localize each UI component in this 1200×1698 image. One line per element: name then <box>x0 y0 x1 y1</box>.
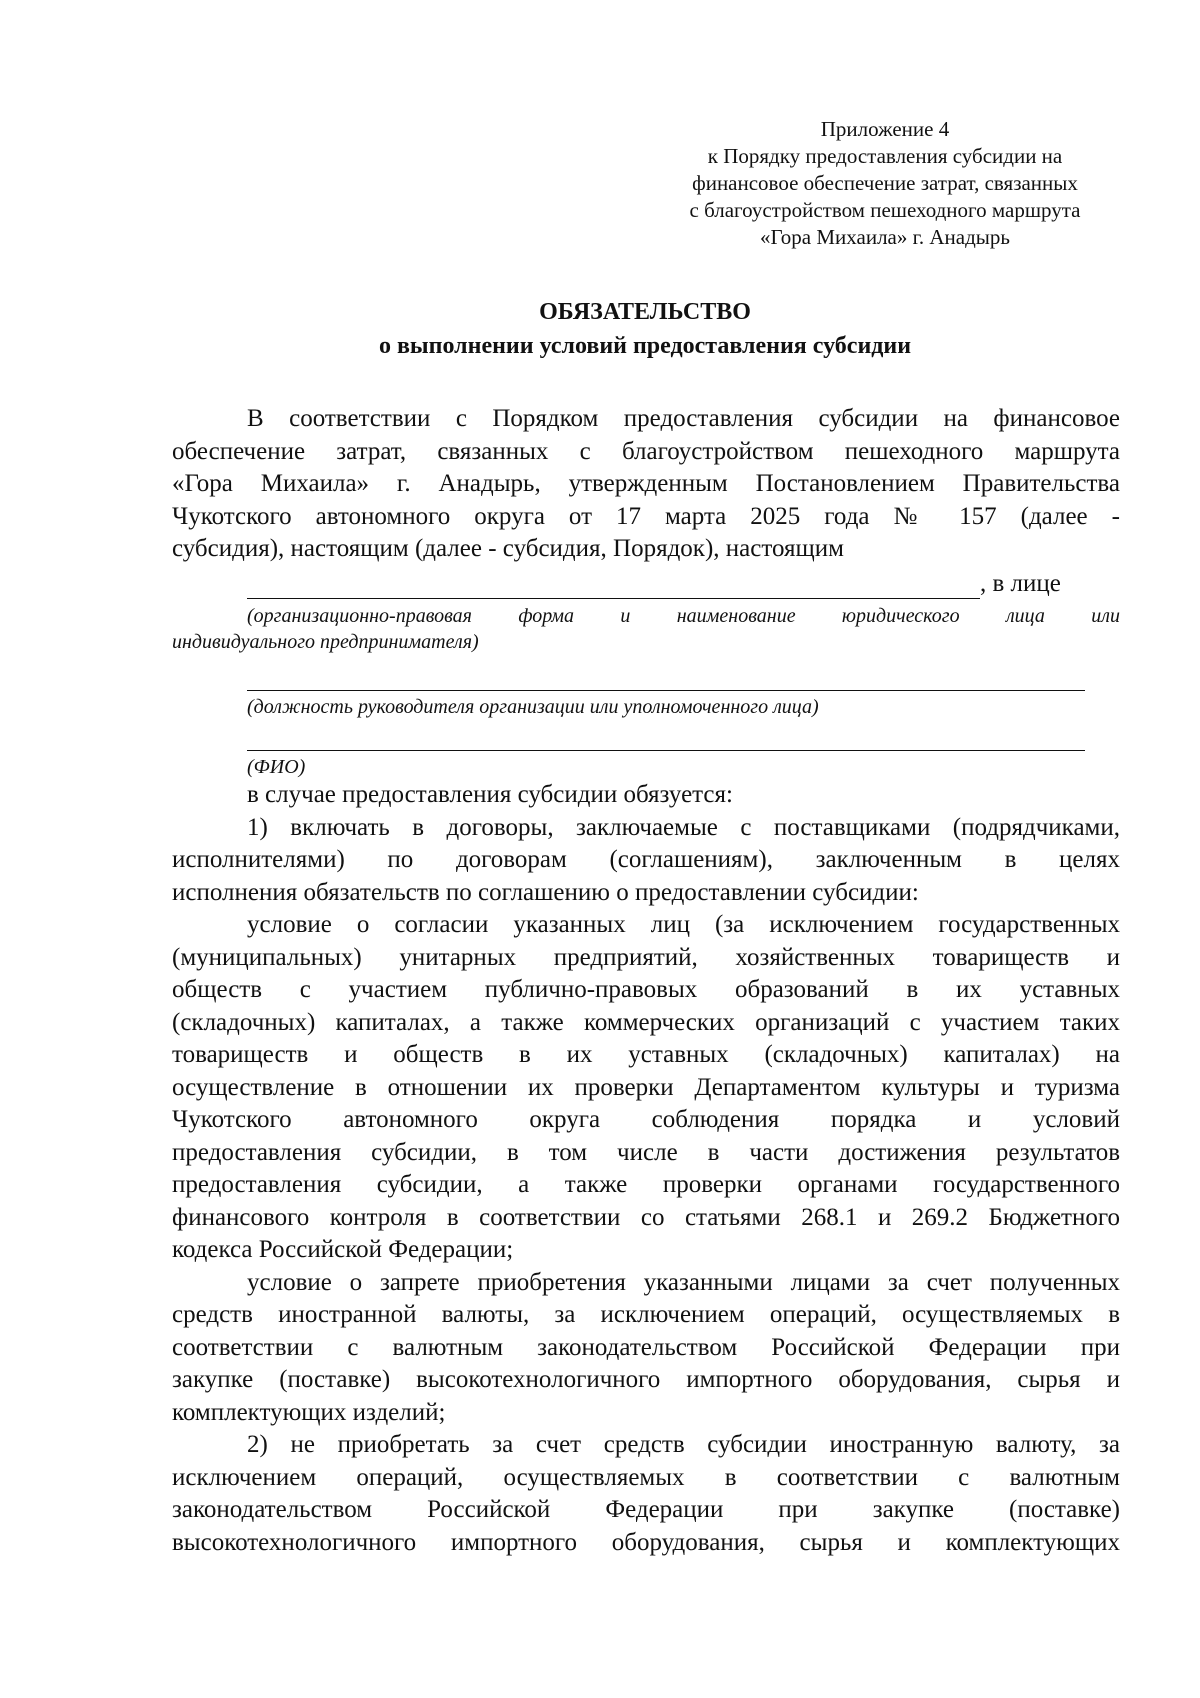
text-line: финансового контроля в соответствии со статьями 268.1 и 269.2 Бюджетного <box>172 1203 1120 1231</box>
text-line: 2) не приобретать за счет средств субсидии иностранную валюту, за <box>247 1431 1120 1458</box>
text-line: товариществ и обществ в их уставных (складочных) капиталах) на <box>172 1041 1120 1068</box>
org-caption <box>172 603 1120 655</box>
text-line: соответствии с валютным законодательством Российской Федерации при <box>172 1333 1120 1361</box>
text-line: условие о согласии указанных лиц (за исключением государственных <box>247 911 1120 938</box>
obligations-section <box>172 779 1120 1559</box>
text-line: субсидия), настоящим (далее - субсидия, Порядок), настоящим <box>172 535 844 562</box>
appendix-line: к Порядку предоставления субсидии на <box>707 144 1063 168</box>
caption-line: (должность руководителя организации или уполномоченного лица) <box>247 696 819 718</box>
text-line: «Гора Михаила» г. Анадырь, утвержденным Постановлением Правительства <box>172 470 1120 497</box>
text-line: осуществление в отношении их проверки Департаментом культуры и туризма <box>172 1073 1120 1101</box>
text-line: 1) включать в договоры, заключаемые с поставщиками (подрядчиками, <box>247 813 1120 841</box>
text-line: кодекса Российской Федерации; <box>172 1236 514 1263</box>
appendix-header <box>650 116 1120 251</box>
fio-caption <box>172 754 1120 780</box>
text-line: средств иностранной валюты, за исключением операций, осуществляемых в <box>172 1301 1120 1328</box>
text-line: высокотехнологичного импортного оборудования, сырья и комплектующих <box>172 1528 1120 1556</box>
position-fill-line[interactable] <box>247 690 1085 691</box>
caption-line: индивидуального предпринимателя) <box>172 631 479 653</box>
position-caption <box>172 694 1120 720</box>
text-line: обеспечение затрат, связанных с благоустройством пешеходного маршрута <box>172 437 1120 465</box>
text-line: Чукотского автономного округа соблюдения порядка и условий <box>172 1106 1120 1133</box>
text-line: исполнения обязательств по соглашению о предоставлении субсидии: <box>172 878 919 906</box>
text-line: в случае предоставления субсидии обязуется: <box>247 781 733 808</box>
caption-line: (ФИО) <box>247 756 306 778</box>
text-line: предоставления субсидии, а также проверки органами государственного <box>172 1171 1120 1198</box>
appendix-line: «Гора Михаила» г. Анадырь <box>760 225 1010 249</box>
text-line: обществ с участием публично-правовых образований в их уставных <box>172 976 1120 1003</box>
text-line: (складочных) капиталах, а также коммерческих организаций с участием таких <box>172 1008 1120 1036</box>
document-title: ОБЯЗАТЕЛЬСТВО <box>539 299 751 325</box>
document-subtitle: о выполнении условий предоставления субсидии <box>378 333 912 359</box>
text-line: закупке (поставке) высокотехнологичного импортного оборудования, сырья и <box>172 1366 1120 1393</box>
text-line: Чукотского автономного округа от 17 марта 2025 года № 157 (далее - <box>172 502 1120 530</box>
caption-line: (организационно-правовая форма и наименование юридического лица или <box>247 605 1120 627</box>
text-line: (муниципальных) унитарных предприятий, хозяйственных товариществ и <box>172 943 1120 971</box>
text-line: В соответствии с Порядком предоставления субсидии на финансовое <box>247 405 1120 432</box>
in-person-label: , в лице <box>980 570 1061 597</box>
appendix-line: с благоустройством пешеходного маршрута <box>689 198 1081 222</box>
appendix-line: финансовое обеспечение затрат, связанных <box>692 171 1078 195</box>
intro-paragraph <box>172 403 1120 566</box>
fio-fill-line[interactable] <box>247 750 1085 751</box>
text-line: исполнителями) по договорам (соглашениям), заключенным в целях <box>172 846 1120 873</box>
text-line: законодательством Российской Федерации при закупке (поставке) <box>172 1496 1120 1523</box>
appendix-line: Приложение 4 <box>820 117 950 141</box>
text-line: условие о запрете приобретения указанными лицами за счет полученных <box>247 1268 1120 1296</box>
org-name-fill-line[interactable] <box>247 598 980 599</box>
text-line: исключением операций, осуществляемых в соответствии с валютным <box>172 1463 1120 1491</box>
text-line: предоставления субсидии, в том числе в части достижения результатов <box>172 1138 1120 1166</box>
text-line: комплектующих изделий; <box>172 1398 446 1426</box>
